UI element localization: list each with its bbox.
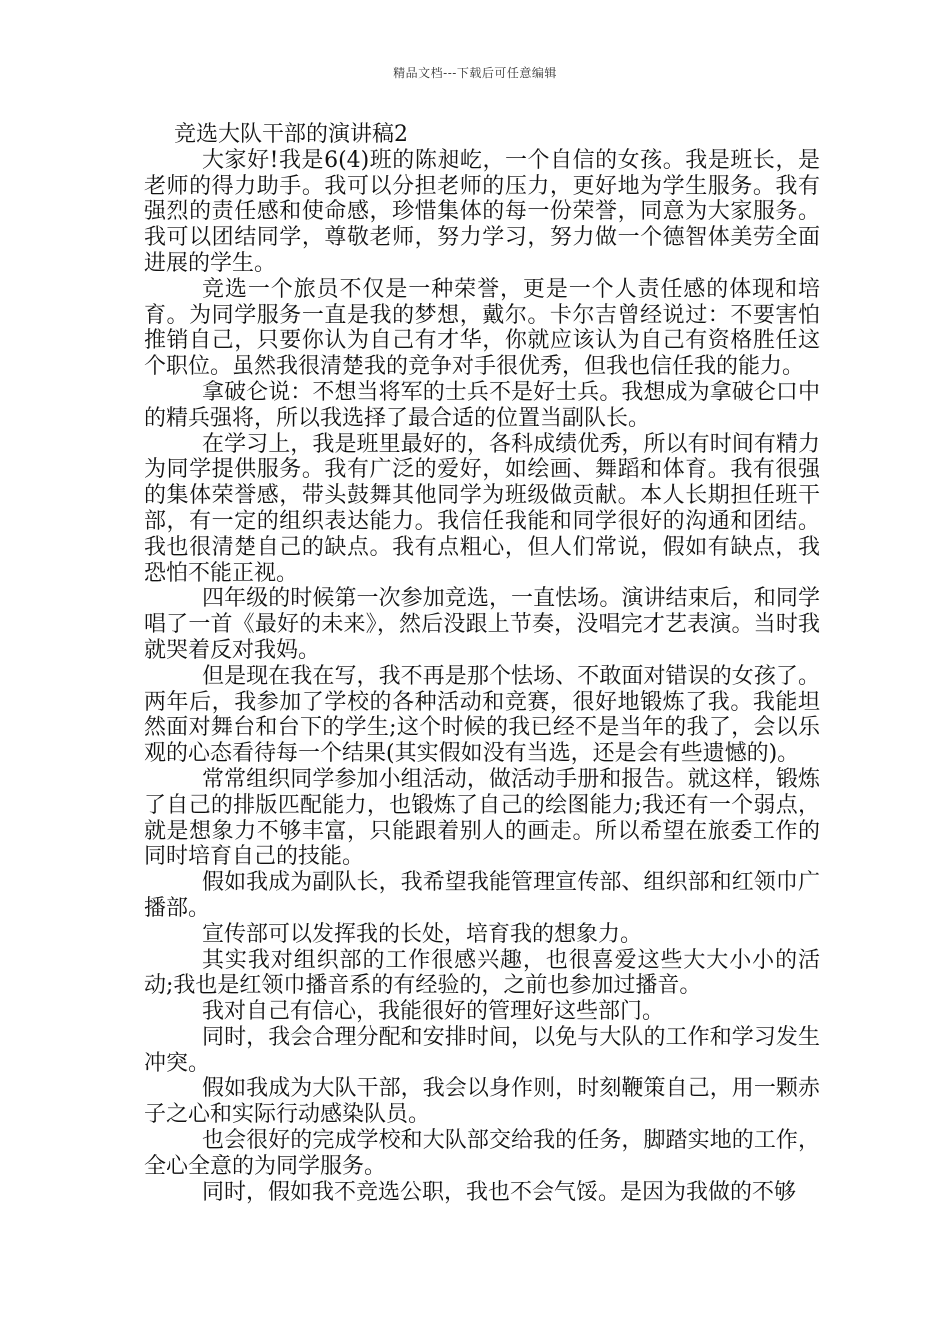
paragraph-5: 四年级的时候第一次参加竞选，一直怯场。演讲结束后，和同学唱了一首《最好的未来》，然后没跟上节奏，没唱完才艺表演。当时我就哭着反对我妈。 [144,586,820,663]
document-body [144,122,820,1205]
paragraph-9: 宣传部可以发挥我的长处，培育我的想象力。 [202,921,643,947]
paragraph-12: 同时，我会合理分配和安排时间，以免与大队的工作和学习发生冲突。 [144,1024,820,1076]
paragraph-3: 拿破仑说：不想当将军的士兵不是好士兵。我想成为拿破仑口中的精兵强将，所以我选择了最合适的位置当副队长。 [144,379,820,431]
page-header: 精品文档---下载后可任意编辑 [393,66,557,80]
paragraph-8: 假如我成为副队长，我希望我能管理宣传部、组织部和红领巾广播部。 [144,870,820,921]
paragraph-4: 在学习上，我是班里最好的，各科成绩优秀，所以有时间有精力为同学提供服务。我有广泛的爱好，如绘画、舞蹈和体育。我有很强的集体荣誉感，带头鼓舞其他同学为班级做贡献。本人长期担任班干部，有一定的组织表达能力。我信任我能和同学很好的沟通和团结。我也很清楚自己的缺点。我有点粗心，但人们常说，假如有缺点，我恐怕不能正视。 [144,431,820,586]
paragraph-7: 常常组织同学参加小组活动，做活动手册和报告。就这样，锻炼了自己的排版匹配能力，也锻炼了自己的绘图能力;我还有一个弱点，就是想象力不够丰富，只能跟着别人的画走。所以希望在旅委工作的同时培育自己的技能。 [144,766,820,870]
paragraph-2: 竞选一个旅员不仅是一种荣誉，更是一个人责任感的体现和培育。为同学服务一直是我的梦想，戴尔。卡尔吉曾经说过：不要害怕推销自己，只要你认为自己有才华，你就应该认为自己有资格胜任这个职位。虽然我很清楚我的竞争对手很优秀，但我也信任我的能力。 [144,276,820,380]
document-title: 竞选大队干部的演讲稿2 [174,122,408,147]
paragraph-15: 同时，假如我不竞选公职，我也不会气馁。是因为我做的不够 [202,1179,797,1205]
paragraph-1: 大家好!我是6(4)班的陈昶屹，一个自信的女孩。我是班长，是老师的得力助手。我可以分担老师的压力，更好地为学生服务。我有强烈的责任感和使命感，珍惜集体的每一份荣誉，同意为大家服务。我可以团结同学，尊敬老师，努力学习，努力做一个德智体美劳全面进展的学生。 [144,147,820,276]
paragraph-13: 假如我成为大队干部，我会以身作则，时刻鞭策自己，用一颗赤子之心和实际行动感染队员。 [144,1076,820,1128]
paragraph-10: 其实我对组织部的工作很感兴趣，也很喜爱这些大大小小的活动;我也是红领巾播音系的有经验的，之前也参加过播音。 [144,947,820,999]
paragraph-11: 我对自己有信心，我能很好的管理好这些部门。 [202,999,665,1025]
paragraph-6: 但是现在我在写，我不再是那个怯场、不敢面对错误的女孩了。两年后，我参加了学校的各种活动和竞赛，很好地锻炼了我。我能坦然面对舞台和台下的学生;这个时候的我已经不是当年的我了，会以乐观的心态看待每一个结果(其实假如没有当选，还是会有些遗憾的)。 [144,663,820,767]
paragraph-14: 也会很好的完成学校和大队部交给我的任务，脚踏实地的工作，全心全意的为同学服务。 [144,1128,820,1179]
